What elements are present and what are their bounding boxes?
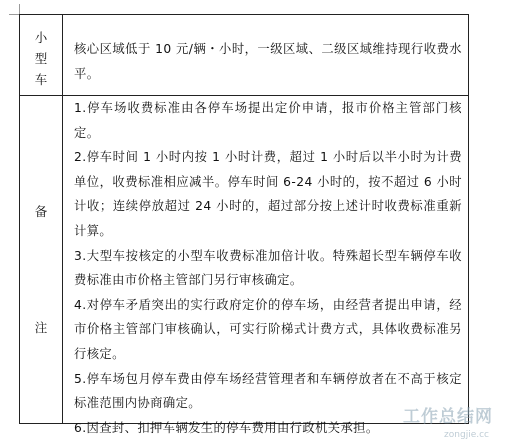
note-item-5: 5.停车场包月停车费由停车场经营管理者和车辆停放者在不高于核定标准范围内协商确定。 bbox=[74, 371, 462, 411]
note-item-6: 6.因查封、扣押车辆发生的停车费用由行政机关承担。 bbox=[74, 420, 379, 435]
note-item-1: 1.停车场收费标准由各停车场提出定价申请，报市价格主管部门核定。 bbox=[74, 101, 462, 140]
label-char: 型 bbox=[34, 51, 48, 66]
watermark-logo-text: 工作总结网 bbox=[403, 407, 493, 427]
notes-text bbox=[74, 96, 462, 440]
small-car-rate-text bbox=[74, 37, 462, 86]
row-label-small-car bbox=[20, 27, 62, 90]
note-item-4: 4.对停车矛盾突出的实行政府定价的停车场，由经营者提出申请，经市价格主管部门审核确认，可实行阶梯式计费方式，具体收费标准另行核定。 bbox=[74, 297, 462, 361]
label-char: 备 bbox=[34, 204, 48, 219]
paragraph: 核心区域低于 10 元/辆・小时，一级区域、二级区域维持现行收费水平。 bbox=[74, 42, 462, 81]
label-char: 小 bbox=[34, 30, 48, 45]
label-char: 注 bbox=[34, 320, 48, 335]
label-char bbox=[20, 226, 62, 255]
label-char bbox=[20, 255, 62, 284]
column-divider bbox=[62, 15, 63, 423]
note-item-2: 2.停车时间 1 小时内按 1 小时计费，超过 1 小时后以半小时为计费单位，收费标准相应减半。停车时间 6-24 小时的，按不超过 6 小时计收；连续停放超过 24 小时的，超过部分按上述计时收费标准重新计算。 bbox=[74, 150, 462, 238]
label-char bbox=[20, 284, 62, 313]
note-item-3: 3.大型车按核定的小型车收费标准加倍计收。特殊超长型车辆停车收费标准由市价格主管部门另行审核确定。 bbox=[74, 248, 462, 288]
label-char: 车 bbox=[34, 72, 48, 87]
row-label-notes bbox=[20, 197, 62, 342]
fee-table bbox=[19, 14, 469, 435]
watermark-logo-subtext: zongjie.cc bbox=[444, 430, 489, 440]
